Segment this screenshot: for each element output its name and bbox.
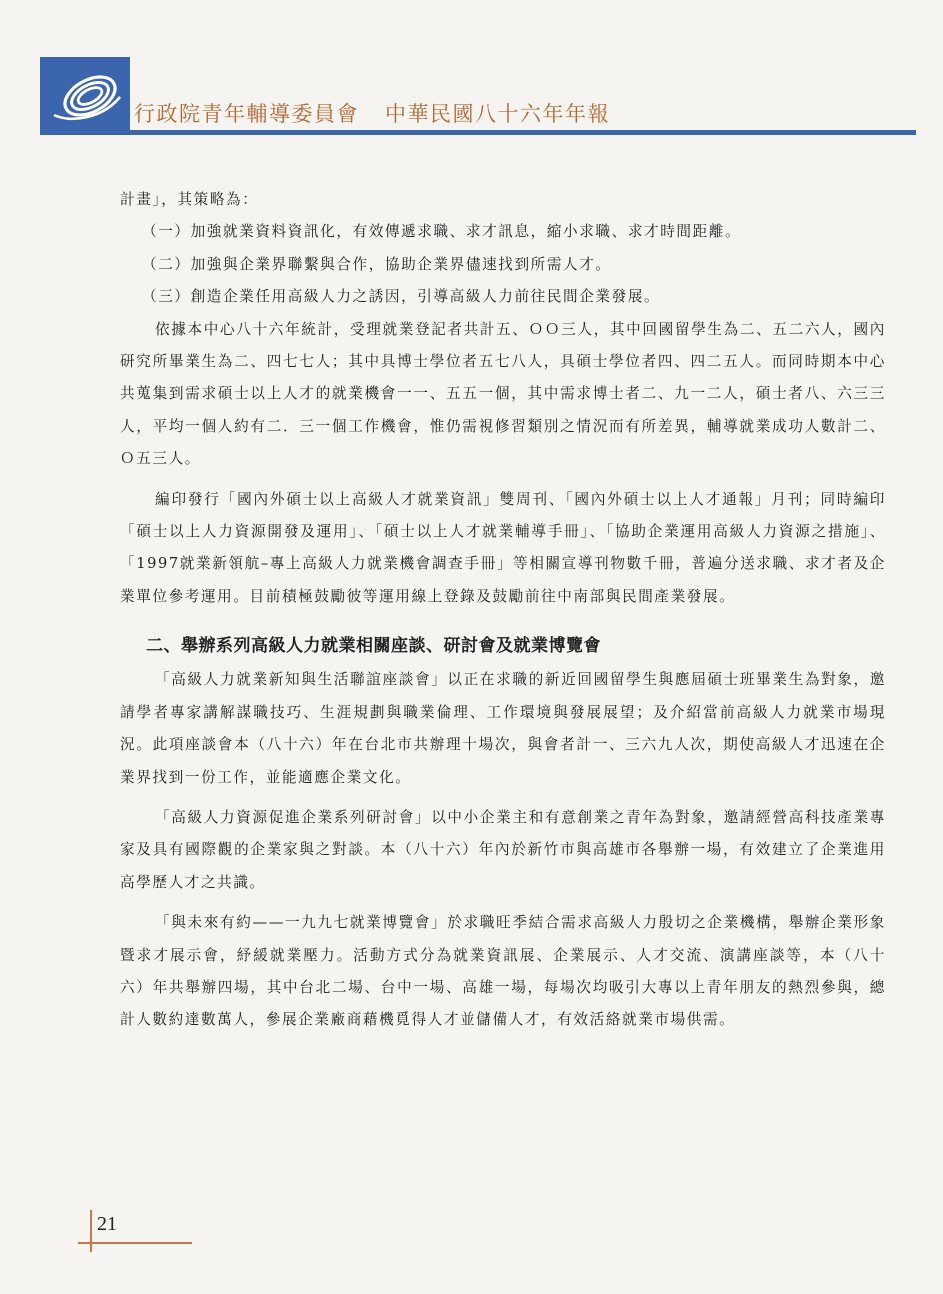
job-fair-paragraph: 「與未來有約——一九九七就業博覽會」於求職旺季結合需求高級人力殷切之企業機構，舉辦企業形象暨求才展示會，紓緩就業壓力。活動方式分為就業資訊展、企業展示、人才交流、演講座談等，本（八十六）年共舉辦四場，其中台北二場、台中一場、高雄一場，每場次均吸引大專以上青年朋友的熱烈參與，總計人數約達數萬人，參展企業廠商藉機覓得人才並儲備人才，有效活絡就業市場供需。 [120, 914, 886, 1029]
page-number-horizontal-rule [78, 1242, 192, 1244]
org-logo [40, 57, 130, 131]
header-org: 行政院青年輔導委員會 [134, 102, 359, 126]
page-number-vertical-rule [90, 1210, 92, 1252]
page-number: 21 [97, 1213, 117, 1235]
running-header [134, 98, 610, 128]
section-heading: 二、舉辦系列高級人力就業相關座談、研討會及就業博覽會 [146, 636, 601, 657]
intro-line: 計畫」，其策略為： [120, 191, 259, 208]
swirl-logo-icon [40, 57, 130, 131]
strategy-item-3: （三）創造企業任用高級人力之誘因，引導高級人力前往民間企業發展。 [142, 288, 661, 306]
header-rule [40, 130, 916, 135]
seminar-paragraph: 「高級人力資源促進企業系列研討會」以中小企業主和有意創業之青年為對象，邀請經營高科技產業專家及具有國際觀的企業家與之對談。本（八十六）年內於新竹市與高雄市各舉辦一場，有效建立了企業進用高學歷人才之共識。 [120, 808, 886, 891]
forum-paragraph: 「高級人力就業新知與生活聯誼座談會」以正在求職的新近回國留學生與應屆碩士班畢業生為對象，邀請學者專家講解謀職技巧、生涯規劃與職業倫理、工作環境與發展展望；及介紹當前高級人力就業市場現況。此項座談會本（八十六）年在台北市共辦理十場次，與會者計一、三六九人次，期使高級人才迅速在企業界找到一份工作，並能適應企業文化。 [120, 671, 886, 786]
header-report: 中華民國八十六年年報 [385, 102, 610, 126]
statistics-paragraph: 依據本中心八十六年統計，受理就業登記者共計五、ＯＯ三人，其中回國留學生為二、五二六人，國內研究所畢業生為二、四七七人；其中具博士學位者五七八人，具碩士學位者四、四二五人。而同時期本中心共蒐集到需求碩士以上人才的就業機會一一、五五一個，其中需求博士者二、九一二人，碩士者八、六三三人，平均一個人約有二．三一個工作機會，惟仍需視修習類別之情況而有所差異，輔導就業成功人數計二、Ｏ五三人。 [120, 320, 886, 468]
strategy-item-2: （二）加強與企業界聯繫與合作，協助企業界儘速找到所需人才。 [142, 255, 612, 273]
page-body [120, 184, 886, 1037]
strategy-item-1: （一）加強就業資料資訊化，有效傳遞求職、求才訊息，縮小求職、求才時間距離。 [142, 223, 742, 241]
publications-paragraph: 編印發行「國內外碩士以上高級人才就業資訊」雙周刊、「國內外碩士以上人才通報」月刊；同時編印「碩士以上人力資源開發及運用」、「碩士以上人才就業輔導手冊」、「協助企業運用高級人力資源之措施」、「1997就業新領航–專上高級人力就業機會調查手冊」等相關宣導刊物數千冊，普遍分送求職、求才者及企業單位參考運用。目前積極鼓勵彼等運用線上登錄及鼓勵前往中南部與民間產業發展。 [120, 490, 886, 605]
